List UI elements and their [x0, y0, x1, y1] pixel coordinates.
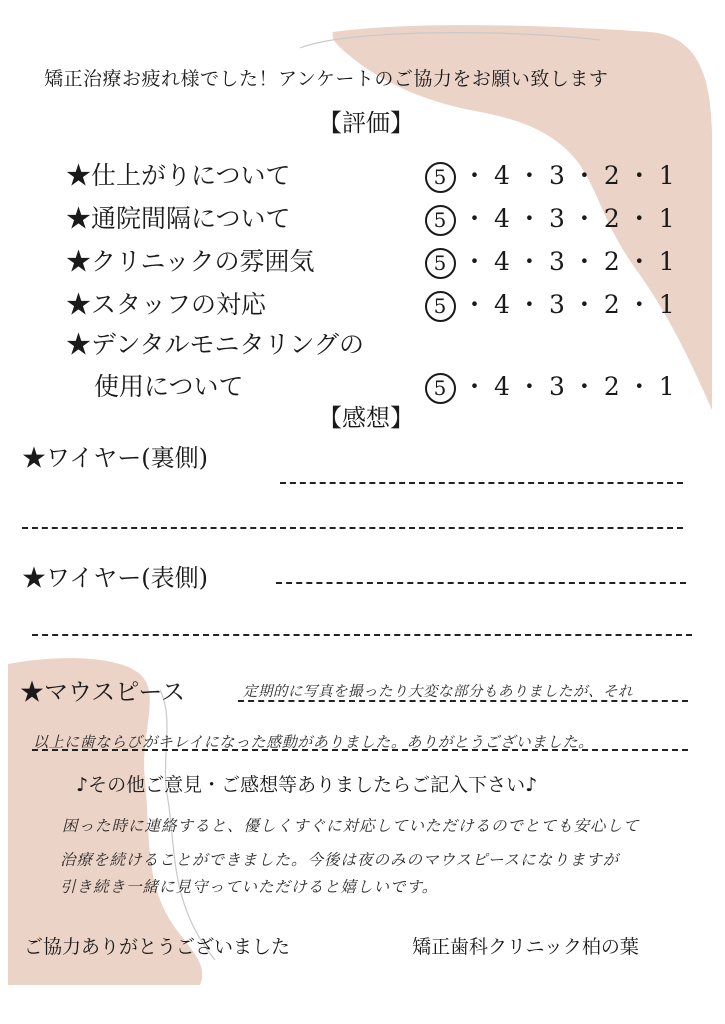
- rating-label-staff: ★スタッフの対応: [66, 290, 267, 319]
- other-comments-line3[interactable]: 引き続き一緒に見守っていただけると嬉しいです。: [60, 878, 439, 896]
- clinic-name: 矯正歯科クリニック柏の葉: [412, 936, 639, 958]
- other-comments-prompt: ♪その他ご意見・ご感想等ありましたらご記入下さい♪: [76, 774, 538, 796]
- rating-label-monitoring-line2: 使用について: [94, 372, 244, 401]
- answer-line: [276, 582, 686, 584]
- rating-label-finish: ★仕上がりについて: [66, 161, 291, 190]
- rating-scale-atmosphere: 5 ・ 4 ・ 3 ・ 2 ・ 1: [425, 242, 676, 279]
- selected-rating: 5: [425, 205, 456, 236]
- wire-back-label: ★ワイヤー(裏側): [22, 444, 209, 472]
- other-comments-line1[interactable]: 困った時に連絡すると、優しくすぐに対応していただけるのでとても安心して: [62, 817, 640, 835]
- selected-rating: 5: [425, 162, 456, 193]
- selected-rating: 5: [425, 373, 456, 404]
- answer-line: [32, 749, 688, 751]
- rating-scale-finish: 5 ・ 4 ・ 3 ・ 2 ・ 1: [425, 156, 676, 193]
- answer-line: [280, 482, 683, 484]
- mouthpiece-answer-line2[interactable]: 以上に歯ならびがキレイになった感動がありました。ありがとうございました。: [33, 733, 594, 751]
- rating-scale-staff: 5 ・ 4 ・ 3 ・ 2 ・ 1: [425, 285, 676, 322]
- answer-line: [32, 634, 692, 636]
- survey-title: 矯正治療お疲れ様でした！アンケートのご協力をお願い致します: [44, 68, 609, 90]
- wire-front-label: ★ワイヤー(表側): [22, 564, 209, 592]
- other-comments-line2[interactable]: 治療を続けることができました。今後は夜のみのマウスピースになりますが: [60, 851, 620, 869]
- rating-label-interval: ★通院間隔について: [66, 204, 291, 233]
- rating-scale-interval: 5 ・ 4 ・ 3 ・ 2 ・ 1: [425, 199, 676, 236]
- rating-scale-monitoring: 5 ・ 4 ・ 3 ・ 2 ・ 1: [425, 367, 676, 404]
- answer-line: [238, 700, 688, 702]
- mouthpiece-label: ★マウスピース: [20, 678, 186, 706]
- impressions-heading: 【感想】: [318, 404, 414, 432]
- rating-label-monitoring: ★デンタルモニタリングの: [66, 330, 365, 359]
- evaluation-heading: 【評価】: [318, 109, 414, 137]
- selected-rating: 5: [425, 291, 456, 322]
- answer-line: [22, 527, 683, 529]
- thanks-text: ご協力ありがとうございました: [24, 936, 291, 958]
- rating-label-atmosphere: ★クリニックの雰囲気: [66, 247, 315, 276]
- selected-rating: 5: [425, 248, 456, 279]
- mouthpiece-answer-line1[interactable]: 定期的に写真を撮ったり大変な部分もありましたが、それ: [243, 684, 633, 700]
